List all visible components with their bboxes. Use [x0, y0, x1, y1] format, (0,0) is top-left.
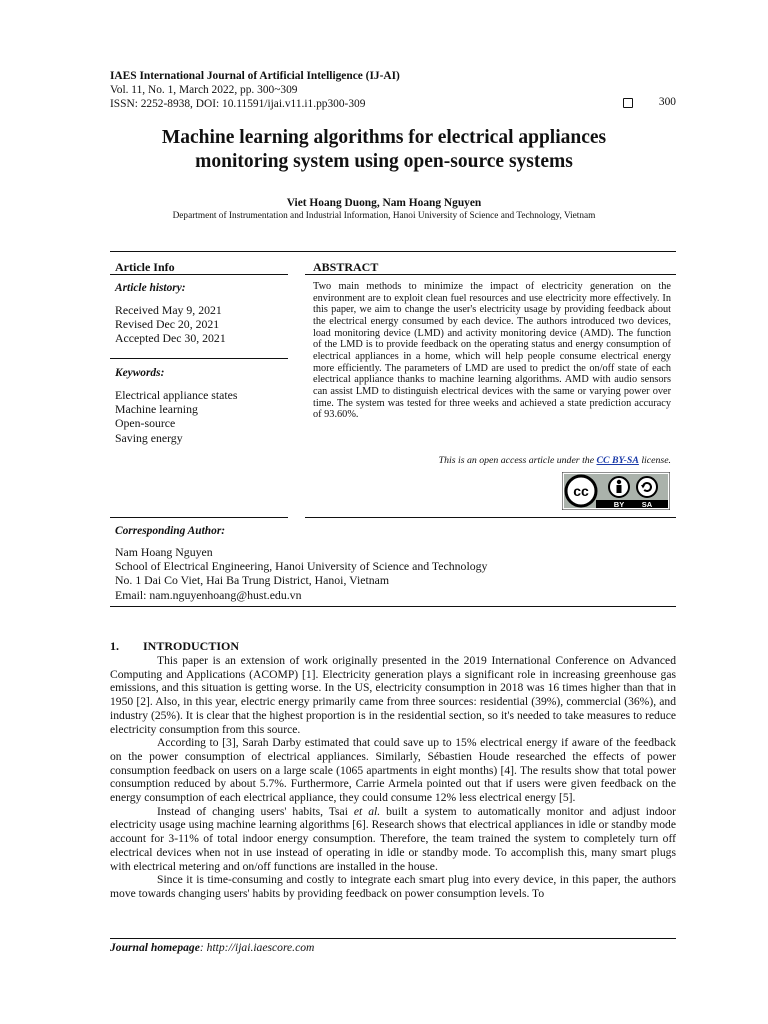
article-info-heading: Article Info [115, 260, 175, 274]
affiliation: Department of Instrumentation and Industrial Information, Hanoi University of Science and Technology, Vietnam [172, 211, 596, 221]
top-rule [110, 251, 676, 252]
keywords-rule [110, 358, 288, 359]
revised-date: Revised Dec 20, 2021 [115, 317, 220, 332]
abstract-heading: ABSTRACT [313, 260, 379, 274]
page-square-icon [623, 98, 633, 108]
received-date: Received May 9, 2021 [115, 303, 222, 317]
corresponding-author-label: Corresponding Author: [115, 525, 226, 537]
keyword-item: Open-source [115, 416, 176, 431]
corresponding-name: Nam Hoang Nguyen [115, 545, 213, 559]
by-label: BY [613, 500, 625, 509]
keyword-item: Machine learning [115, 402, 198, 417]
keywords-list [115, 388, 238, 445]
license-suffix: license. [638, 455, 671, 466]
journal-homepage-label: Journal homepage [110, 941, 200, 954]
intro-paragraph-1: This paper is an extension of work originally presented in the 2019 International Conference on Advanced Computing and Applications (ACOMP) [1]. Electricity generation plays a significant role in increasing greenhouse gas emissions, and this situation is getting worse. In the US, electricity consumption in 2018 was 16 times higher than that in 1950 [2]. Also, in this year, electric energy primarily came from three sources: residential (39%), commercial (36%), and industry (25%). It is clear that the highest proportion is in the residential section, so it's needed to take measures to reduce electricity consumption from this source. [110, 654, 676, 736]
keywords-label: Keywords: [115, 367, 165, 379]
license-prefix: This is an open access article under the [438, 455, 597, 466]
intro-number: 1. [110, 639, 119, 653]
corresponding-address: No. 1 Dai Co Viet, Hai Ba Trung District, Hanoi, Vietnam [115, 573, 390, 588]
journal-name: IAES International Journal of Artificial Intelligence (IJ-AI) [110, 70, 400, 82]
abstract-text: Two main methods to minimize the impact of electricity generation on the environment are to exploit clean fuel resources and use electricity more effectively. In this paper, we aim to change the user's electricity usage by providing feedback about the electrical energy consumed by each device. The authors introduced two devices, load monitoring device (LMD) and activity monitoring device (AMD). The function of the LMD is to provide feedback on the operating status and energy consumption of electrical appliances in a home, which will help people consume electrical energy more efficiently. The parameters of LMD are used to predict the on/off state of each electrical appliance thanks to machine learning algorithms. AMD with audio sensors can assist LMD to distinguish electrical devices with the same or varying power over time. The system was tested for three weeks and achieved a state prediction accuracy of 93.60%. [313, 281, 671, 421]
corresponding-author-block [115, 545, 487, 602]
title-line-1: Machine learning algorithms for electrical appliances [161, 127, 607, 148]
corresponding-email: Email: nam.nguyenhoang@hust.edu.vn [115, 587, 302, 602]
corresponding-school: School of Electrical Engineering, Hanoi University of Science and Technology [115, 559, 488, 574]
intro-body [110, 654, 676, 901]
journal-homepage: Journal homepage: http://ijai.iaescore.com [110, 941, 315, 954]
share-alike-icon [637, 477, 657, 497]
article-history [115, 303, 226, 346]
abstract-bottom-rule [305, 517, 676, 518]
intro-title: INTRODUCTION [143, 639, 240, 653]
article-history-label: Article history: [115, 282, 186, 294]
title-line-2: monitoring system using open-source systems [195, 151, 573, 172]
intro-paragraph-4: Since it is time-consuming and costly to integrate each smart plug into every device, in this paper, the authors move towards changing users' habits by providing feedback on power consumption levels. To [110, 873, 676, 900]
cc-by-sa-link[interactable]: CC BY-SA [596, 455, 639, 466]
intro-paragraph-3: Instead of changing users' habits, Tsai et al. built a system to automatically monitor and adjust indoor electricity usage using machine learning algorithms [6]. Research shows that electrical appliances in idle or standby mode account for 3-11% of total indoor energy consumption. Therefore, the team trained the system to completely turn off electrical devices when not in use instead of operating in idle or standby mode. To accomplish this, many smart plugs with electrical metering and on/off functions are installed in the house. [110, 804, 676, 873]
cc-by-sa-badge-icon[interactable] [562, 472, 670, 510]
keyword-item: Saving energy [115, 430, 183, 445]
volume-info: Vol. 11, No. 1, March 2022, pp. 300~309 [110, 84, 298, 96]
issn-doi: ISSN: 2252-8938, DOI: 10.11591/ijai.v11.i1.pp300-309 [110, 98, 366, 110]
section-divider-rule [110, 606, 676, 607]
license-line [313, 455, 671, 466]
footer-rule [110, 938, 676, 939]
cc-text: cc [573, 483, 589, 499]
intro-heading [110, 639, 239, 654]
sa-label: SA [641, 500, 653, 509]
journal-homepage-url[interactable]: http://ijai.iaescore.com [206, 941, 315, 954]
page-number: 300 [658, 96, 676, 108]
accepted-date: Accepted Dec 30, 2021 [115, 331, 226, 346]
intro-paragraph-2: According to [3], Sarah Darby estimated that could save up to 15% electrical energy if aware of the feedback on the power consumption of electrical appliances. Similarly, Sébastien Houde researched the effects of power consumption feedback on users on a large scale (1065 apartments in eight months) [4]. The results show that total power consumption reduced by about 5.7%. Furthermore, Carrie Armela pointed out that if users were given feedback on the energy consumption of each electrical appliance, they could consume 12% less electrical energy [5]. [110, 736, 676, 805]
authors: Viet Hoang Duong, Nam Hoang Nguyen [286, 197, 482, 209]
paper-title [100, 126, 668, 174]
keyword-item: Electrical appliance states [115, 388, 238, 402]
article-info-bottom-rule [110, 517, 288, 518]
